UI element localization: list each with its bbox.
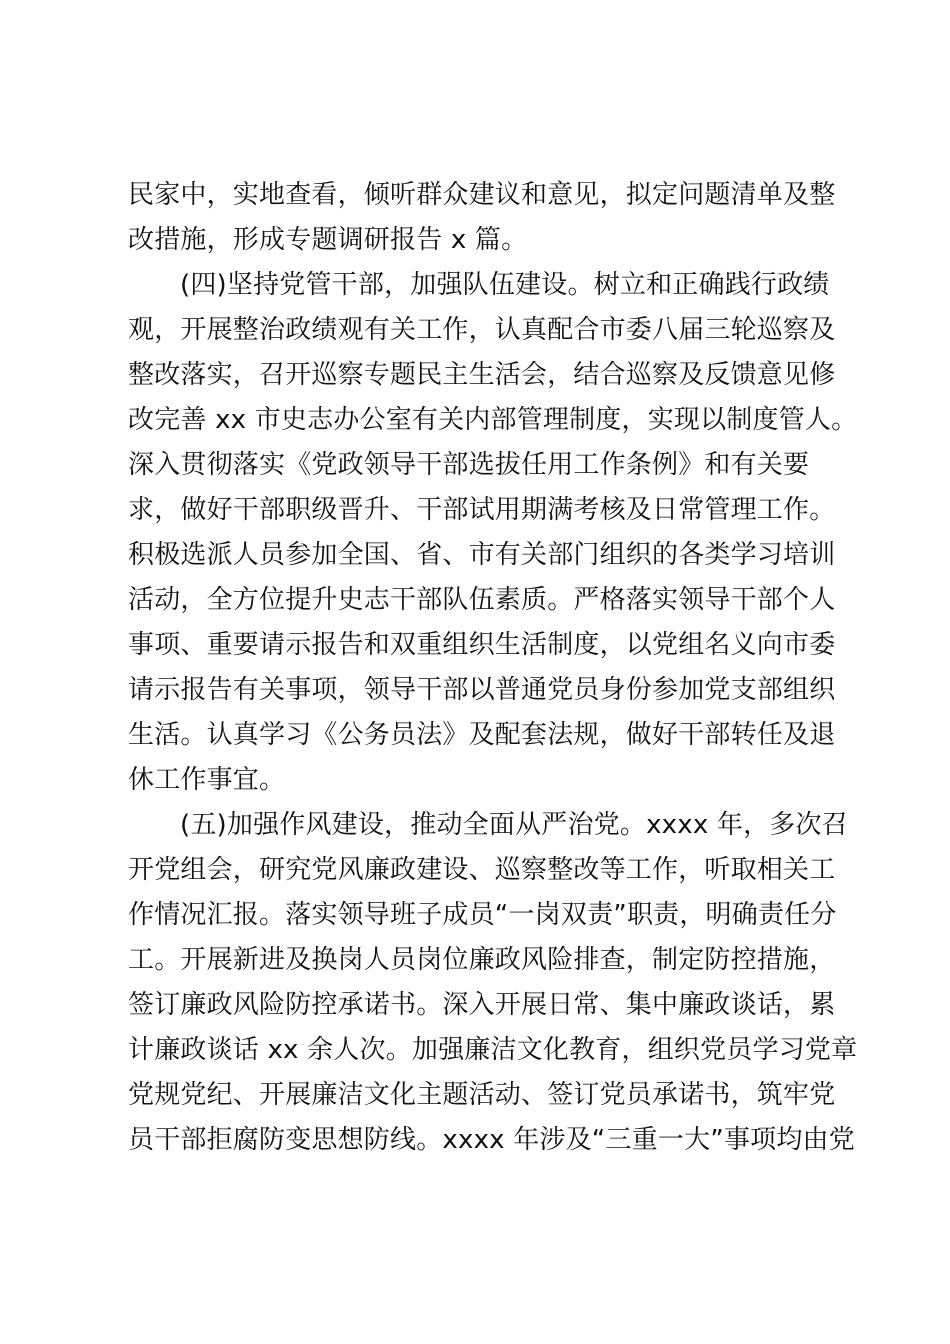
paragraph-1-line-1: 民家中，实地查看，倾听群众建议和意见，拟定问题清单及整: [128, 180, 836, 210]
paragraph-3-line-4: 工。开展新进及换岗人员岗位廉政风险排查，制定防控措施，: [128, 945, 836, 975]
paragraph-2-line-2: 观，开展整治政绩观有关工作，认真配合市委八届三轮巡察及: [128, 315, 836, 345]
paragraph-3-line-3: 作情况汇报。落实领导班子成员“一岗双责”职责，明确责任分: [128, 900, 837, 930]
paragraph-2-line-4: 改完善 xx 市史志办公室有关内部管理制度，实现以制度管人。: [128, 405, 858, 435]
paragraph-1-line-2: 改措施，形成专题调研报告 x 篇。: [128, 225, 528, 255]
paragraph-2-line-7: 积极选派人员参加全国、省、市有关部门组织的各类学习培训: [128, 540, 836, 570]
paragraph-2-line-3: 整改落实，召开巡察专题民主生活会，结合巡察及反馈意见修: [128, 360, 836, 390]
paragraph-2-line-5: 深入贯彻落实《党政领导干部选拔任用工作条例》和有关要: [128, 450, 810, 480]
paragraph-2-line-8: 活动，全方位提升史志干部队伍素质。严格落实领导干部个人: [128, 585, 836, 615]
paragraph-3-line-1: (五)加强作风建设，推动全面从严治党。xxxx 年，多次召: [180, 810, 848, 840]
paragraph-3-line-7: 党规党纪、开展廉洁文化主题活动、签订党员承诺书，筑牢党: [128, 1080, 836, 1110]
paragraph-2-line-10: 请示报告有关事项，领导干部以普通党员身份参加党支部组织: [128, 675, 836, 705]
paragraph-3-line-5: 签订廉政风险防控承诺书。深入开展日常、集中廉政谈话，累: [128, 990, 836, 1020]
paragraph-2-line-1: (四)坚持党管干部，加强队伍建设。树立和正确践行政绩: [180, 270, 830, 300]
paragraph-2-line-11: 生活。认真学习《公务员法》及配套法规，做好干部转任及退: [128, 720, 836, 750]
paragraph-2-line-9: 事项、重要请示报告和双重组织生活制度，以党组名义向市委: [128, 630, 836, 660]
paragraph-3-line-2: 开党组会，研究党风廉政建设、巡察整改等工作，听取相关工: [128, 855, 836, 885]
paragraph-2-line-12: 休工作事宜。: [128, 765, 286, 795]
paragraph-2-line-6: 求，做好干部职级晋升、干部试用期满考核及日常管理工作。: [128, 495, 836, 525]
paragraph-3-line-6: 计廉政谈话 xx 余人次。加强廉洁文化教育，组织党员学习党章: [128, 1035, 858, 1065]
paragraph-3-line-8: 员干部拒腐防变思想防线。xxxx 年涉及“三重一大”事项均由党: [128, 1125, 855, 1155]
